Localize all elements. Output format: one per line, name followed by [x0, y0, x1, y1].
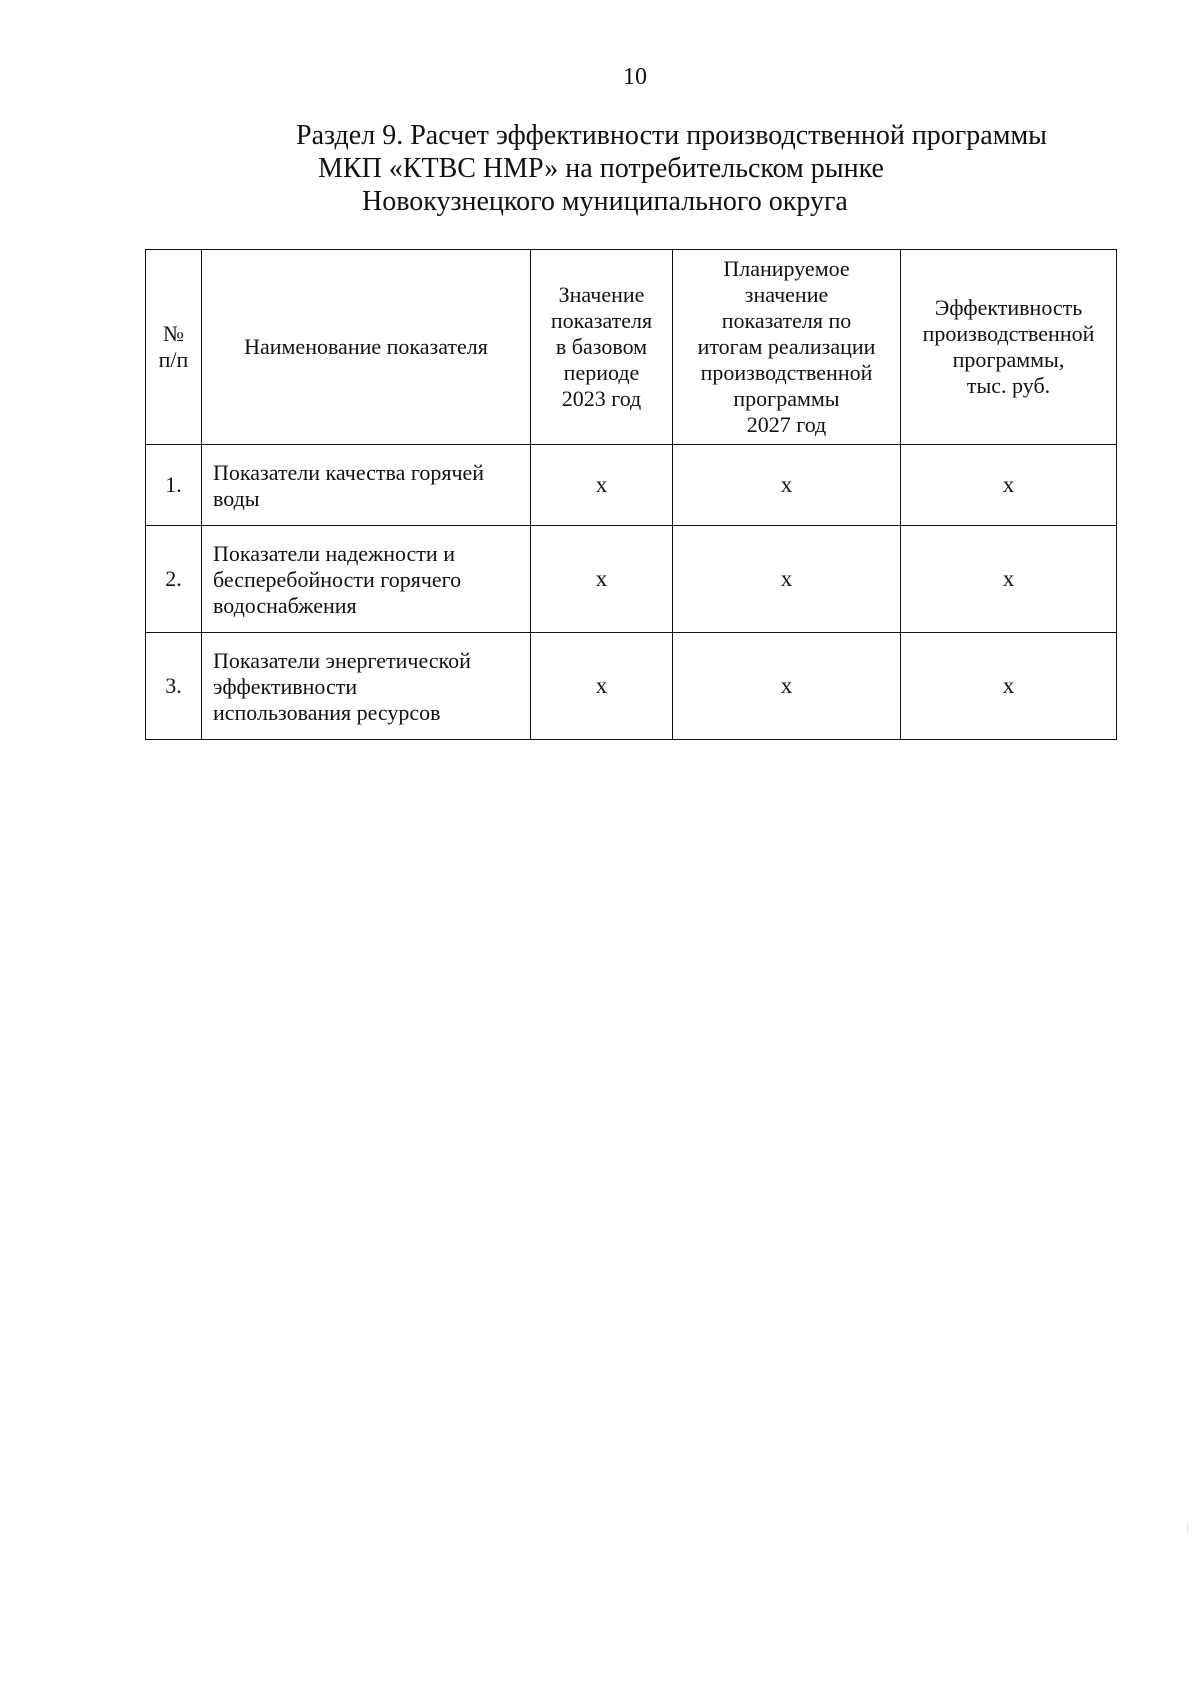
section-title	[290, 119, 1050, 218]
section-title-line-1: Раздел 9. Расчет эффективности производственной программы	[296, 120, 1047, 151]
row-name-line: Показатели качества горячей	[213, 460, 485, 485]
row-name-line: Показатели надежности и	[213, 541, 455, 566]
table-row	[146, 445, 1117, 526]
header-eff-line: тыс. руб.	[966, 373, 1051, 398]
row-name-line: водоснабжения	[213, 593, 357, 618]
row-number: 3.	[146, 633, 202, 740]
header-base-line: в базовом	[555, 334, 648, 359]
header-number-line: п/п	[158, 347, 189, 372]
header-plan-line: 2027 год	[746, 412, 827, 437]
table-row	[146, 526, 1117, 633]
row-efficiency: х	[901, 445, 1117, 526]
row-indicator-name	[202, 633, 531, 740]
header-plan-line: показателя по	[721, 308, 852, 333]
row-number: 2.	[146, 526, 202, 633]
row-efficiency: х	[901, 526, 1117, 633]
header-base-line: 2023 год	[561, 386, 642, 411]
row-base-value: х	[531, 526, 673, 633]
header-plan-line: производственной	[700, 360, 873, 385]
header-eff-line: Эффективность	[934, 295, 1083, 320]
scan-edge-mark	[1187, 1524, 1188, 1532]
header-plan-line: значение	[744, 282, 829, 307]
row-name-line: Показатели энергетической	[213, 648, 471, 673]
header-plan-line: итогам реализации	[697, 334, 876, 359]
row-indicator-name	[202, 526, 531, 633]
header-planned-value	[673, 250, 901, 445]
header-efficiency	[901, 250, 1117, 445]
header-number	[146, 250, 202, 445]
row-efficiency: х	[901, 633, 1117, 740]
header-eff-line: производственной	[922, 321, 1095, 346]
row-name-line: эффективности	[213, 674, 358, 699]
page-number: 10	[623, 64, 647, 90]
table-row	[146, 633, 1117, 740]
row-name-line: использования ресурсов	[213, 700, 441, 725]
header-base-line: Значение	[558, 282, 645, 307]
section-title-line-2: МКП «КТВС НМР» на потребительском рынке	[318, 153, 884, 184]
header-base-line: периоде	[563, 360, 640, 385]
row-name-line: воды	[213, 486, 260, 511]
row-planned-value: х	[673, 445, 901, 526]
efficiency-table	[145, 249, 1117, 740]
row-base-value: х	[531, 633, 673, 740]
header-number-line: №	[163, 321, 184, 346]
header-indicator-name	[202, 250, 531, 445]
header-plan-line: Планируемое	[723, 256, 850, 281]
header-eff-line: программы,	[952, 347, 1065, 372]
header-indicator-name-text: Наименование показателя	[244, 334, 488, 359]
row-indicator-name	[202, 445, 531, 526]
table-header-row	[146, 250, 1117, 445]
row-planned-value: х	[673, 633, 901, 740]
header-base-value	[531, 250, 673, 445]
row-name-line: бесперебойности горячего	[213, 567, 462, 592]
header-base-line: показателя	[550, 308, 653, 333]
row-base-value: х	[531, 445, 673, 526]
header-plan-line: программы	[733, 386, 840, 411]
row-planned-value: х	[673, 526, 901, 633]
row-number: 1.	[146, 445, 202, 526]
section-title-line-3: Новокузнецкого муниципального округа	[362, 186, 848, 217]
